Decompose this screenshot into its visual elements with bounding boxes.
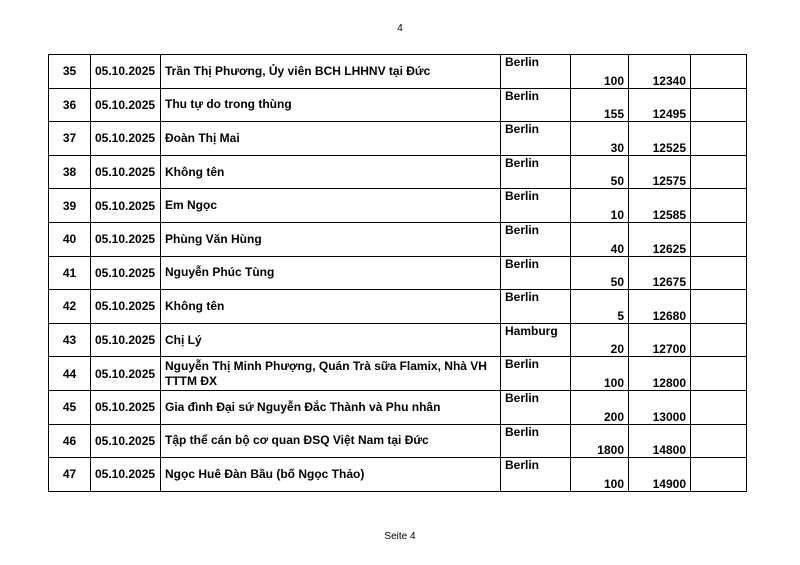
row-date: 05.10.2025: [91, 256, 161, 290]
row-running-total: 12675: [629, 256, 691, 290]
donation-table: [48, 54, 747, 492]
row-number: 40: [49, 222, 91, 256]
table-row: [49, 290, 747, 324]
row-running-total: 12680: [629, 290, 691, 324]
row-empty-cell: [691, 222, 747, 256]
row-date: 05.10.2025: [91, 290, 161, 324]
row-amount: 40: [571, 222, 629, 256]
row-city: Berlin: [501, 155, 571, 189]
row-date: 05.10.2025: [91, 155, 161, 189]
row-donor: Trần Thị Phương, Ủy viên BCH LHHNV tại Đức: [161, 55, 501, 89]
row-number: 36: [49, 88, 91, 122]
row-donor: Chị Lý: [161, 323, 501, 357]
row-city: Berlin: [501, 88, 571, 122]
table-row: [49, 189, 747, 223]
row-empty-cell: [691, 390, 747, 424]
row-amount: 100: [571, 55, 629, 89]
row-city: Berlin: [501, 458, 571, 492]
row-empty-cell: [691, 122, 747, 156]
row-amount: 30: [571, 122, 629, 156]
row-empty-cell: [691, 424, 747, 458]
row-amount: 155: [571, 88, 629, 122]
row-empty-cell: [691, 55, 747, 89]
row-number: 42: [49, 290, 91, 324]
row-date: 05.10.2025: [91, 424, 161, 458]
row-running-total: 12585: [629, 189, 691, 223]
row-donor: Nguyễn Phúc Tùng: [161, 256, 501, 290]
row-running-total: 12525: [629, 122, 691, 156]
row-city: Berlin: [501, 222, 571, 256]
row-date: 05.10.2025: [91, 189, 161, 223]
row-donor: Phùng Văn Hùng: [161, 222, 501, 256]
row-empty-cell: [691, 256, 747, 290]
table-row: [49, 88, 747, 122]
row-empty-cell: [691, 458, 747, 492]
row-running-total: 14800: [629, 424, 691, 458]
row-empty-cell: [691, 88, 747, 122]
row-running-total: 14900: [629, 458, 691, 492]
row-amount: 1800: [571, 424, 629, 458]
row-running-total: 12340: [629, 55, 691, 89]
row-number: 47: [49, 458, 91, 492]
row-empty-cell: [691, 357, 747, 391]
row-city: Berlin: [501, 424, 571, 458]
row-running-total: 12495: [629, 88, 691, 122]
row-date: 05.10.2025: [91, 357, 161, 391]
row-date: 05.10.2025: [91, 222, 161, 256]
table-row: [49, 424, 747, 458]
row-number: 41: [49, 256, 91, 290]
row-number: 43: [49, 323, 91, 357]
row-city: Berlin: [501, 290, 571, 324]
row-date: 05.10.2025: [91, 122, 161, 156]
row-date: 05.10.2025: [91, 88, 161, 122]
row-city: Berlin: [501, 390, 571, 424]
row-city: Berlin: [501, 189, 571, 223]
row-city: Berlin: [501, 55, 571, 89]
row-number: 37: [49, 122, 91, 156]
row-city: Hamburg: [501, 323, 571, 357]
row-date: 05.10.2025: [91, 458, 161, 492]
row-amount: 20: [571, 323, 629, 357]
row-donor: Gia đình Đại sứ Nguyễn Đắc Thành và Phu nhân: [161, 390, 501, 424]
row-city: Berlin: [501, 256, 571, 290]
page-number: 4: [397, 23, 403, 34]
row-number: 35: [49, 55, 91, 89]
row-amount: 100: [571, 458, 629, 492]
row-running-total: 13000: [629, 390, 691, 424]
table-row: [49, 390, 747, 424]
row-amount: 200: [571, 390, 629, 424]
row-city: Berlin: [501, 357, 571, 391]
row-empty-cell: [691, 155, 747, 189]
row-number: 46: [49, 424, 91, 458]
row-empty-cell: [691, 323, 747, 357]
row-empty-cell: [691, 290, 747, 324]
row-running-total: 12575: [629, 155, 691, 189]
table-row: [49, 458, 747, 492]
table-row: [49, 357, 747, 391]
row-city: Berlin: [501, 122, 571, 156]
row-empty-cell: [691, 189, 747, 223]
row-amount: 50: [571, 256, 629, 290]
row-running-total: 12800: [629, 357, 691, 391]
row-amount: 5: [571, 290, 629, 324]
row-donor: Không tên: [161, 290, 501, 324]
row-number: 44: [49, 357, 91, 391]
row-number: 39: [49, 189, 91, 223]
table-row: [49, 256, 747, 290]
table-row: [49, 323, 747, 357]
row-date: 05.10.2025: [91, 390, 161, 424]
row-running-total: 12700: [629, 323, 691, 357]
row-number: 38: [49, 155, 91, 189]
row-amount: 50: [571, 155, 629, 189]
row-donor: Đoàn Thị Mai: [161, 122, 501, 156]
row-donor: Không tên: [161, 155, 501, 189]
page-footer: Seite 4: [384, 531, 416, 542]
row-number: 45: [49, 390, 91, 424]
row-amount: 10: [571, 189, 629, 223]
row-donor: Nguyễn Thị Minh Phượng, Quán Trà sữa Flamix, Nhà VH TTTM ĐX: [161, 357, 501, 391]
table-row: [49, 55, 747, 89]
row-donor: Em Ngọc: [161, 189, 501, 223]
row-amount: 100: [571, 357, 629, 391]
table-row: [49, 155, 747, 189]
row-donor: Thu tự do trong thùng: [161, 88, 501, 122]
row-date: 05.10.2025: [91, 55, 161, 89]
table-row: [49, 122, 747, 156]
row-donor: Tập thể cán bộ cơ quan ĐSQ Việt Nam tại Đức: [161, 424, 501, 458]
row-date: 05.10.2025: [91, 323, 161, 357]
table-row: [49, 222, 747, 256]
row-running-total: 12625: [629, 222, 691, 256]
row-donor: Ngọc Huê Đàn Bầu (bố Ngọc Thảo): [161, 458, 501, 492]
